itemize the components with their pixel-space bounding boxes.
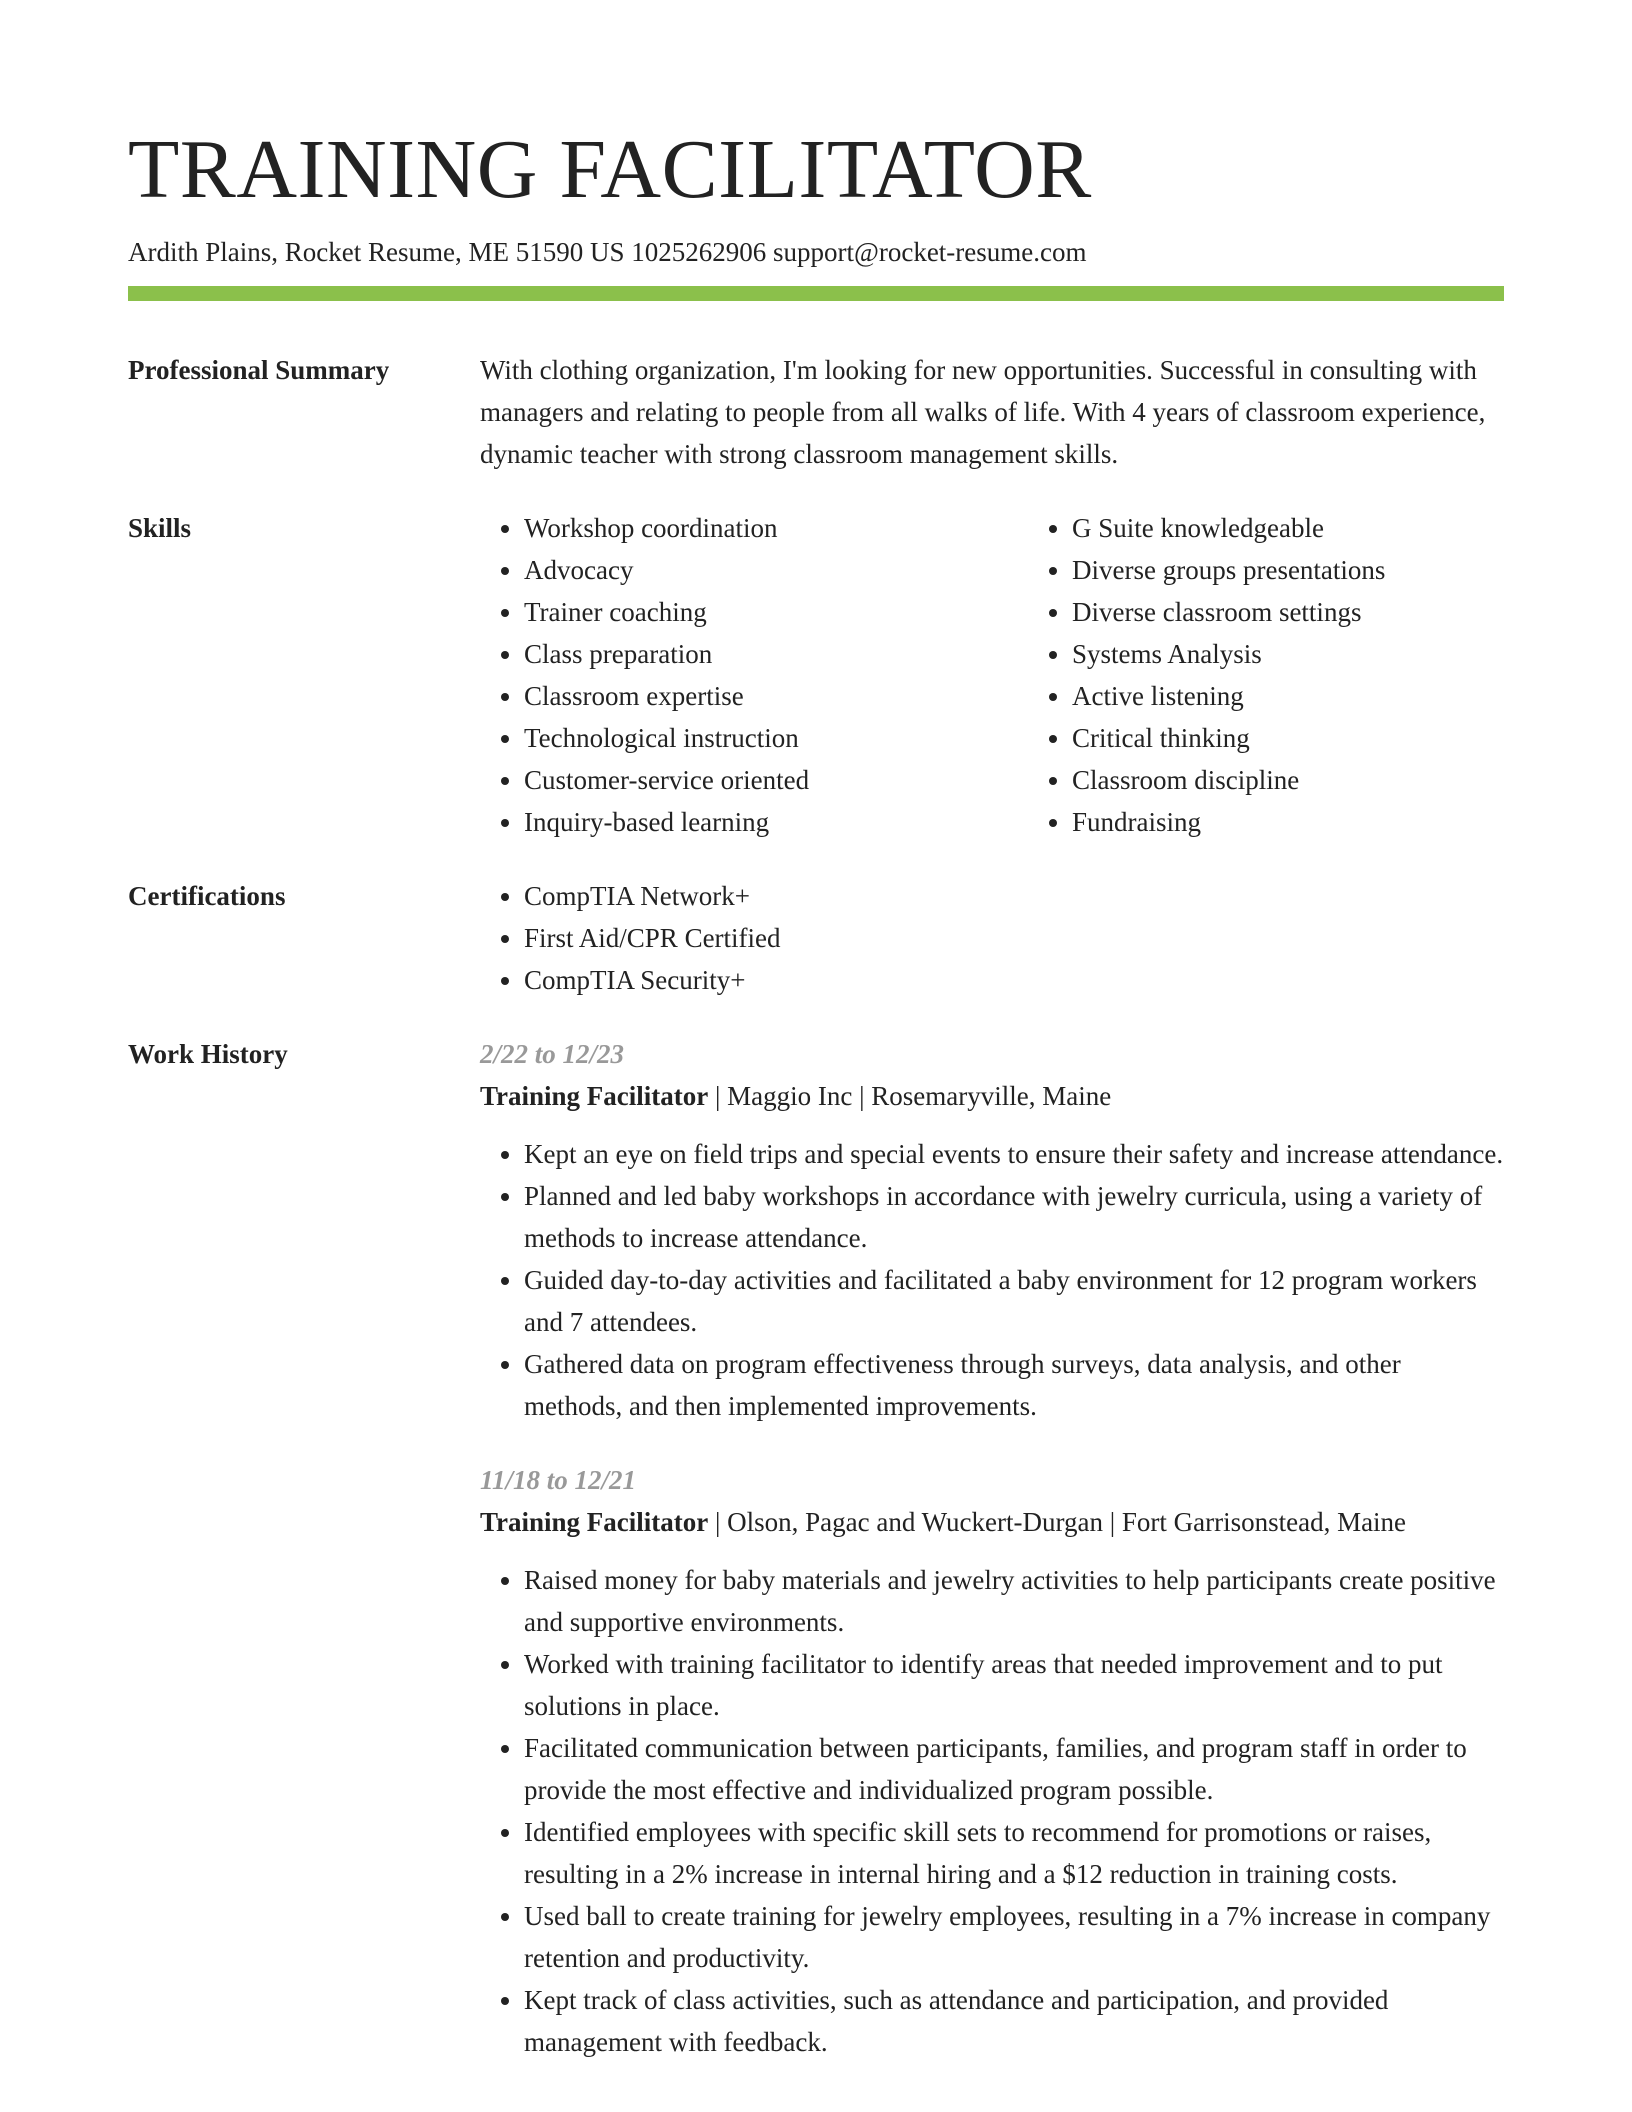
list-item: • Classroom discipline: [1072, 759, 1576, 801]
list-item: • Technological instruction: [524, 717, 1028, 759]
professional-summary-section: [128, 349, 1504, 475]
job-entry: [480, 1033, 1504, 1427]
candidate-name: TRAINING FACILITATOR: [128, 123, 1092, 216]
list-item: • Systems Analysis: [1072, 633, 1576, 675]
list-item: • Facilitated communication between participants, families, and program staff in order to provide the most effective and individualized program possible.: [524, 1727, 1504, 1811]
certifications-list: [480, 875, 1504, 1001]
jobs-list: [480, 1033, 1504, 2063]
resume-page: [128, 118, 1504, 2063]
list-item: • Worked with training facilitator to identify areas that needed improvement and to put solutions in place.: [524, 1643, 1504, 1727]
list-item: • Guided day-to-day activities and facilitated a baby environment for 12 program workers and 7 attendees.: [524, 1259, 1504, 1343]
job-dates: 2/22 to 12/23: [480, 1039, 625, 1069]
header-divider: [128, 286, 1504, 301]
certifications-section: [128, 875, 1504, 1001]
job-title: Training Facilitator: [480, 1507, 709, 1537]
skills-list-column-2: [1028, 507, 1576, 843]
job-title: Training Facilitator: [480, 1081, 709, 1111]
list-item: • Kept an eye on field trips and special events to ensure their safety and increase attendance.: [524, 1133, 1504, 1175]
job-entry: [480, 1459, 1504, 2063]
section-label: Professional Summary: [128, 355, 390, 385]
list-item: • Planned and led baby workshops in accordance with jewelry curricula, using a variety of methods to increase attendance.: [524, 1175, 1504, 1259]
list-item: • Kept track of class activities, such as attendance and participation, and provided management with feedback.: [524, 1979, 1504, 2063]
job-company-location: | Olson, Pagac and Wuckert-Durgan | Fort Garrisonstead, Maine: [708, 1507, 1407, 1537]
list-item: • First Aid/CPR Certified: [524, 917, 1504, 959]
summary-text: With clothing organization, I'm looking for new opportunities. Successful in consulting with managers and relating to people from all walks of life. With 4 years of classroom experience, dynamic teacher with strong classroom management skills.: [480, 355, 1486, 469]
job-title-line: [480, 1501, 1504, 1543]
section-label: Skills: [128, 513, 192, 543]
skills-columns: [480, 507, 1576, 843]
list-item: • Raised money for baby materials and jewelry activities to help participants create positive and supportive environments.: [524, 1559, 1504, 1643]
list-item: • Diverse classroom settings: [1072, 591, 1576, 633]
job-company-location: | Maggio Inc | Rosemaryville, Maine: [708, 1081, 1112, 1111]
list-item: • Customer-service oriented: [524, 759, 1028, 801]
job-bullets: [480, 1559, 1504, 2063]
list-item: • Identified employees with specific skill sets to recommend for promotions or raises, resulting in a 2% increase in internal hiring and a $12 reduction in training costs.: [524, 1811, 1504, 1895]
list-item: • G Suite knowledgeable: [1072, 507, 1576, 549]
list-item: • CompTIA Network+: [524, 875, 1504, 917]
list-item: • Gathered data on program effectiveness through surveys, data analysis, and other methods, and then implemented improvements.: [524, 1343, 1504, 1427]
work-history-section: [128, 1033, 1504, 2063]
list-item: • Class preparation: [524, 633, 1028, 675]
contact-line: [128, 234, 1504, 270]
list-item: • Diverse groups presentations: [1072, 549, 1576, 591]
list-item: • Trainer coaching: [524, 591, 1028, 633]
list-item: • Classroom expertise: [524, 675, 1028, 717]
list-item: • Critical thinking: [1072, 717, 1576, 759]
section-label: Certifications: [128, 881, 286, 911]
contact-email: support@rocket-resume.com: [772, 237, 1087, 267]
list-item: • Workshop coordination: [524, 507, 1028, 549]
list-item: • Used ball to create training for jewelry employees, resulting in a 7% increase in company retention and productivity.: [524, 1895, 1504, 1979]
contact-phone: 1025262906: [631, 237, 767, 267]
job-dates: 11/18 to 12/21: [480, 1465, 637, 1495]
list-item: • Advocacy: [524, 549, 1028, 591]
skills-list-column-1: [480, 507, 1028, 843]
contact-address: Ardith Plains, Rocket Resume, ME 51590 US: [128, 237, 625, 267]
job-title-line: [480, 1075, 1504, 1117]
list-item: • CompTIA Security+: [524, 959, 1504, 1001]
list-item: • Active listening: [1072, 675, 1576, 717]
list-item: • Inquiry-based learning: [524, 801, 1028, 843]
section-label: Work History: [128, 1039, 288, 1069]
list-item: • Fundraising: [1072, 801, 1576, 843]
job-bullets: [480, 1133, 1504, 1427]
skills-section: [128, 507, 1504, 843]
